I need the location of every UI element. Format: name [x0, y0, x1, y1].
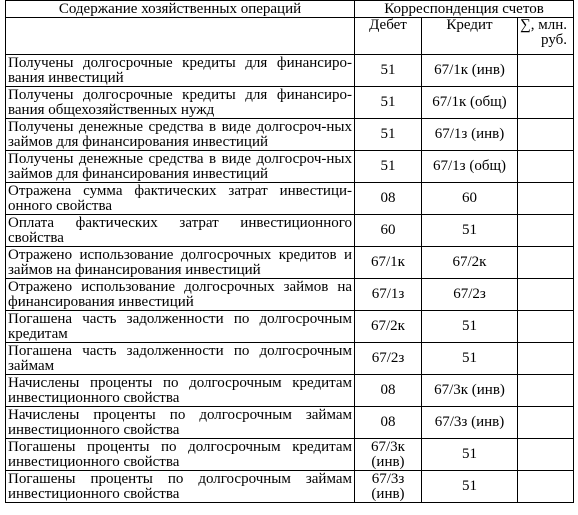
operation-description: Погашены проценты по долгосрочным займам инвестиционного свойства [6, 471, 355, 503]
header-debit: Дебет [355, 18, 422, 55]
table-row [6, 471, 574, 503]
sum-value [518, 343, 574, 375]
debit-account: 67/2к [355, 311, 422, 343]
header-sum: ∑, млн. руб. [518, 18, 574, 55]
debit-account: 08 [355, 407, 422, 439]
sum-value [518, 439, 574, 471]
sum-value [518, 311, 574, 343]
credit-account: 67/1к (инв) [422, 55, 518, 87]
operation-description: Получены денежные средства в виде долгосроч-ных займов для финансирования инвестиций [6, 151, 355, 183]
sum-value [518, 119, 574, 151]
credit-account: 67/2к [422, 247, 518, 279]
operations-table [5, 0, 574, 503]
credit-account: 67/3з (инв) [422, 407, 518, 439]
debit-account: 51 [355, 119, 422, 151]
debit-account: 60 [355, 215, 422, 247]
credit-account: 51 [422, 311, 518, 343]
table-row [6, 343, 574, 375]
sum-value [518, 151, 574, 183]
debit-account: 67/1к [355, 247, 422, 279]
sum-value [518, 215, 574, 247]
table-row [6, 375, 574, 407]
debit-account: 08 [355, 183, 422, 215]
debit-account: 08 [355, 375, 422, 407]
operation-description: Получены долгосрочные кредиты для финансиро-вания инвестиций [6, 55, 355, 87]
header-credit: Кредит [422, 18, 518, 55]
credit-account: 51 [422, 471, 518, 503]
table-row [6, 119, 574, 151]
credit-account: 67/1к (общ) [422, 87, 518, 119]
credit-account: 51 [422, 215, 518, 247]
operation-description: Отражена сумма фактических затрат инвестици-онного свойства [6, 183, 355, 215]
sum-value [518, 87, 574, 119]
header-correspondence: Корреспонденция счетов [355, 1, 574, 18]
sum-value [518, 407, 574, 439]
operation-description: Погашена часть задолженности по долгосрочным займам [6, 343, 355, 375]
table-row [6, 247, 574, 279]
operation-description: Погашены проценты по долгосрочным кредитам инвестиционного свойства [6, 439, 355, 471]
table-row [6, 407, 574, 439]
table-row [6, 55, 574, 87]
sum-value [518, 247, 574, 279]
credit-account: 67/3к (инв) [422, 375, 518, 407]
header-operations-spacer [6, 18, 355, 55]
operation-description: Начислены проценты по долгосрочным займам инвестиционного свойства [6, 407, 355, 439]
credit-account: 67/1з (инв) [422, 119, 518, 151]
table-row [6, 215, 574, 247]
table-row [6, 439, 574, 471]
debit-account: 67/3к (инв) [355, 439, 422, 471]
operation-description: Отражено использование долгосрочных займов на финансирования инвестиций [6, 279, 355, 311]
table-row [6, 87, 574, 119]
operation-description: Погашена часть задолженности по долгосрочным кредитам [6, 311, 355, 343]
credit-account: 51 [422, 343, 518, 375]
credit-account: 51 [422, 439, 518, 471]
table-row [6, 151, 574, 183]
sum-value [518, 471, 574, 503]
debit-account: 51 [355, 87, 422, 119]
table-row [6, 311, 574, 343]
credit-account: 67/1з (общ) [422, 151, 518, 183]
operation-description: Получены денежные средства в виде долгосроч-ных займов для финансирования инвестиций [6, 119, 355, 151]
header-operations: Содержание хозяйственных операций [6, 1, 355, 18]
debit-account: 51 [355, 55, 422, 87]
sum-value [518, 279, 574, 311]
table-body [6, 55, 574, 503]
sum-value [518, 55, 574, 87]
sum-value [518, 183, 574, 215]
credit-account: 60 [422, 183, 518, 215]
sum-value [518, 375, 574, 407]
operation-description: Получены долгосрочные кредиты для финансиро-вания общехозяйственных нужд [6, 87, 355, 119]
debit-account: 67/2з [355, 343, 422, 375]
operation-description: Отражено использование долгосрочных кредитов и займов на финансирования инвестиций [6, 247, 355, 279]
table-row [6, 279, 574, 311]
debit-account: 51 [355, 151, 422, 183]
operation-description: Начислены проценты по долгосрочным кредитам инвестиционного свойства [6, 375, 355, 407]
operation-description: Оплата фактических затрат инвестиционного свойства [6, 215, 355, 247]
table-row [6, 183, 574, 215]
debit-account: 67/3з (инв) [355, 471, 422, 503]
debit-account: 67/1з [355, 279, 422, 311]
credit-account: 67/2з [422, 279, 518, 311]
